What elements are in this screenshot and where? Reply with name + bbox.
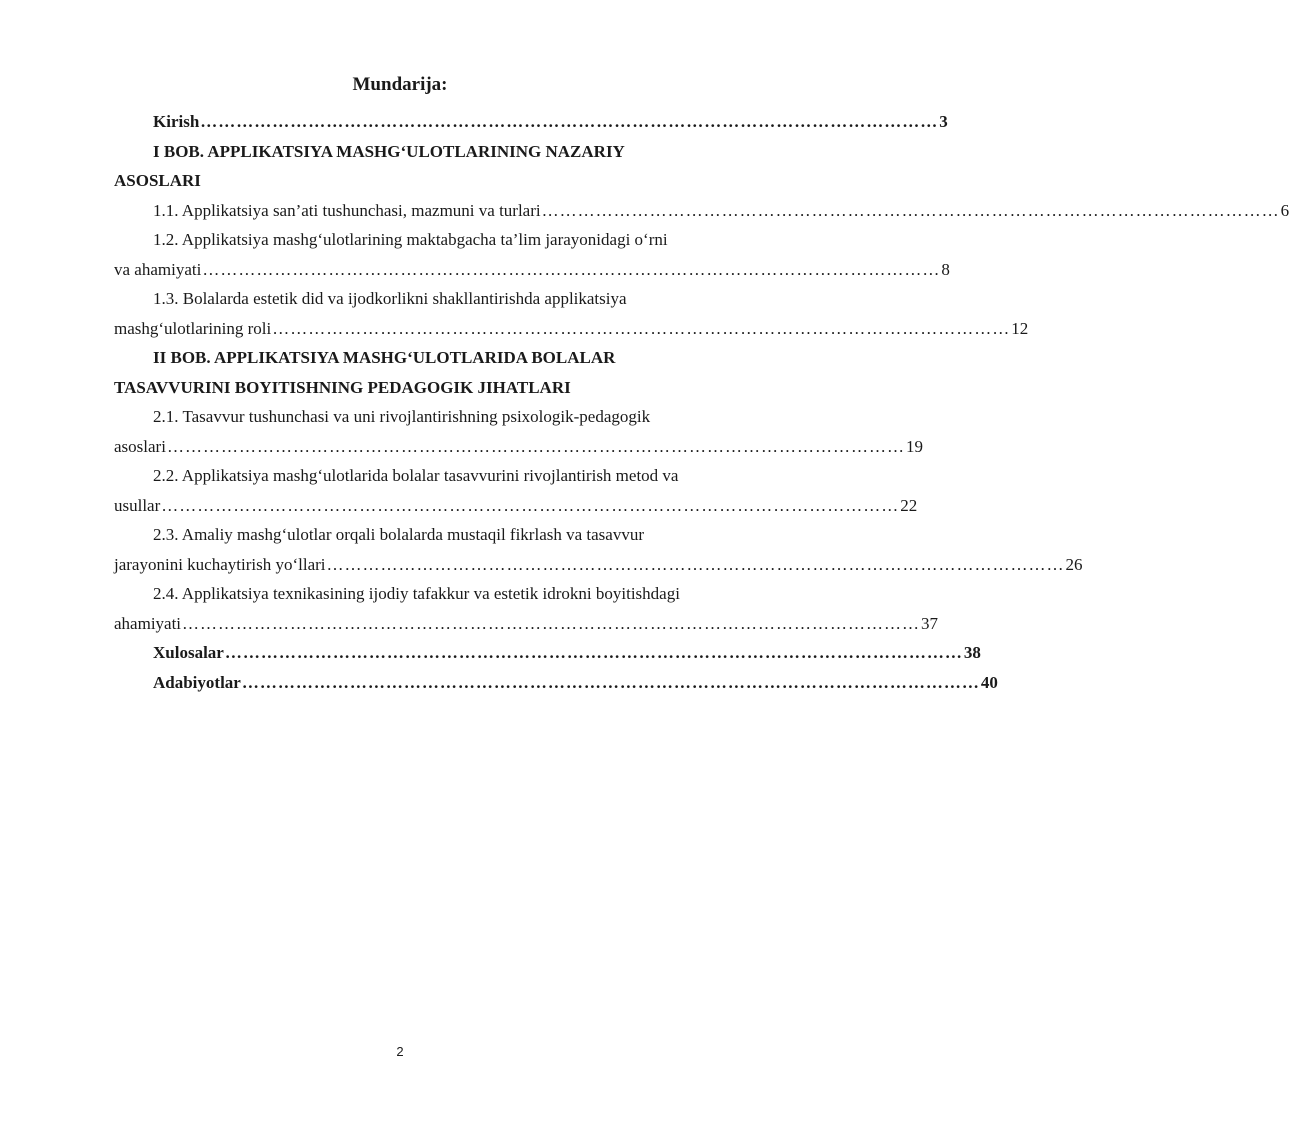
toc-page-number: 8 xyxy=(941,259,950,279)
toc-page-number: 19 xyxy=(905,436,923,456)
toc-entry-label-continued: va ahamiyati xyxy=(114,259,202,279)
toc-entry-label: 1.2. Applikatsiya mashg‘ulotlarining maktabgacha ta’lim jarayonidagi o‘rni xyxy=(153,230,668,249)
toc-entry-chapter-2[interactable] xyxy=(114,343,740,402)
toc-entry-1-1[interactable] xyxy=(114,196,1289,226)
toc-entry-label: 1.3. Bolalarda estetik did va ijodkorlikni shakllantirishda applikatsiya xyxy=(153,289,627,308)
dot-leader: …………………………………………………………………………………………………………… xyxy=(166,436,905,456)
dot-leader: …………………………………………………………………………………………………………… xyxy=(326,554,1065,574)
toc-page-number: 40 xyxy=(980,672,998,692)
toc-title: Mundarija: xyxy=(352,74,448,95)
toc-entry-2-3[interactable] xyxy=(114,520,1083,579)
toc-entry-2-2[interactable] xyxy=(114,461,918,520)
toc-page-number: 22 xyxy=(900,495,918,515)
toc-page-number: 37 xyxy=(921,613,939,633)
dot-leader: …………………………………………………………………………………………………………… xyxy=(202,259,941,279)
toc-entry-label-continued: TASAVVURINI BOYITISHNING PEDAGOGIK JIHATLARI xyxy=(114,377,571,397)
toc-page-number: 6 xyxy=(1280,200,1289,220)
toc-entry-label: 1.1. Applikatsiya san’ati tushunchasi, mazmuni va turlari xyxy=(153,200,541,220)
toc-entry-label-continued: ASOSLARI xyxy=(114,171,201,190)
toc-entry-label: I BOB. APPLIKATSIYA MASHG‘ULOTLARINING NAZARIY xyxy=(153,141,625,161)
toc-entry-1-3[interactable] xyxy=(114,284,1029,343)
dot-leader: …………………………………………………………………………………………………………… xyxy=(272,318,1011,338)
toc-entry-label: 2.4. Applikatsiya texnikasining ijodiy tafakkur va estetik idrokni boyitishdagi xyxy=(153,584,680,603)
toc-entry-label: 2.2. Applikatsiya mashg‘ulotlarida bolalar tasavvurini rivojlantirish metod va xyxy=(153,466,679,485)
toc-entry-label-continued: jarayonini kuchaytirish yo‘llari xyxy=(114,554,326,574)
toc-entry-label-continued: mashg‘ulotlarining roli xyxy=(114,318,272,338)
page-number: 2 xyxy=(396,1044,404,1059)
toc-entry-label: Kirish xyxy=(153,112,200,131)
dot-leader: …………………………………………………………………………………………………………… xyxy=(161,495,900,515)
dot-leader: …………………………………………………………………………………………………………… xyxy=(541,200,1280,220)
toc-entry-label: Adabiyotlar xyxy=(153,672,241,692)
toc-page-number: 38 xyxy=(963,643,981,662)
dot-leader: …………………………………………………………………………………………………………… xyxy=(241,672,980,692)
toc-page-number: 3 xyxy=(939,112,948,131)
toc-entry-2-4[interactable] xyxy=(114,579,939,638)
toc-page-number: 12 xyxy=(1011,318,1029,338)
toc-entry-references[interactable] xyxy=(114,668,998,698)
toc-entry-chapter-1[interactable] xyxy=(114,137,740,196)
toc-entry-conclusions[interactable] xyxy=(114,638,981,668)
dot-leader: …………………………………………………………………………………………………………… xyxy=(200,112,939,131)
toc-entry-label-continued: usullar xyxy=(114,495,161,515)
dot-leader: …………………………………………………………………………………………………………… xyxy=(182,613,921,633)
toc-entry-label-continued: asoslari xyxy=(114,436,166,456)
toc-page-number: 26 xyxy=(1065,554,1083,574)
toc-entry-intro[interactable] xyxy=(114,107,948,137)
dot-leader: …………………………………………………………………………………………………………… xyxy=(224,643,963,662)
toc-entry-label: 2.3. Amaliy mashg‘ulotlar orqali bolalarda mustaqil fikrlash va tasavvur xyxy=(153,525,644,544)
table-of-contents xyxy=(114,107,1289,697)
toc-entry-label: II BOB. APPLIKATSIYA MASHG‘ULOTLARIDA BOLALAR xyxy=(153,348,616,367)
toc-entry-label: 2.1. Tasavvur tushunchasi va uni rivojlantirishning psixologik-pedagogik xyxy=(153,407,651,426)
toc-entry-label: Xulosalar xyxy=(153,643,224,662)
toc-entry-2-1[interactable] xyxy=(114,402,923,461)
toc-entry-label-continued: ahamiyati xyxy=(114,613,182,633)
toc-entry-1-2[interactable] xyxy=(114,225,950,284)
